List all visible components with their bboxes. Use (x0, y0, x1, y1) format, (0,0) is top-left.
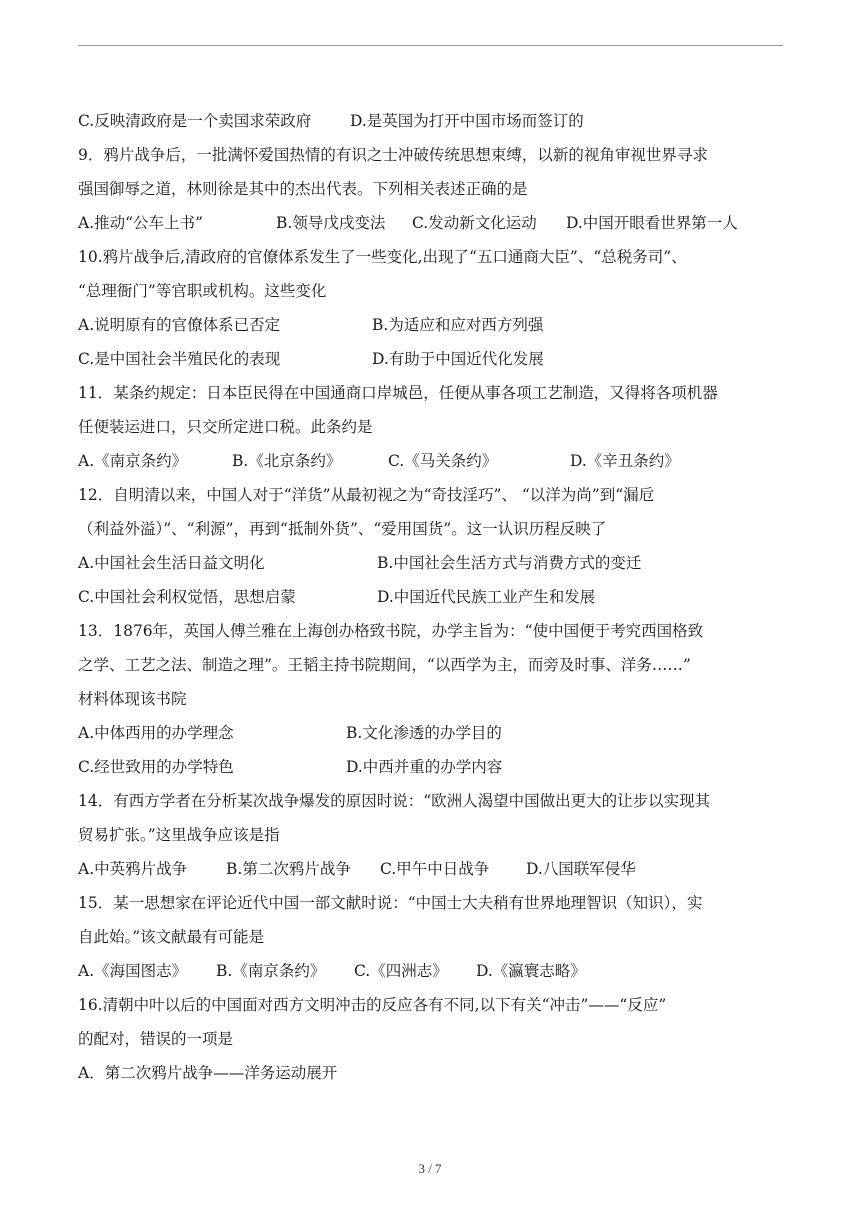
q10-stem-line2: “总理衙门”等官职或机构。这些变化 (78, 282, 327, 300)
q9-option-a: A.推动“公车上书” (78, 214, 203, 232)
q15-stem-line2: 自此始。”该文献最有可能是 (78, 928, 265, 946)
q10-option-c: C.是中国社会半殖民化的表现 (78, 350, 281, 368)
q12-stem-line1: 12．自明清以来，中国人对于“洋货”从最初视之为“奇技淫巧”、 “以洋为尚”到“漏卮 (78, 486, 655, 504)
q13-option-d: D.中西并重的办学内容 (346, 758, 503, 776)
q10-stem-line1: 10.鸦片战争后,清政府的官僚体系发生了一些变化,出现了“五口通商大臣”、“总税务司”、 (78, 248, 687, 266)
q10-option-b: B.为适应和应对西方列强 (372, 316, 544, 334)
q16-stem-line2: 的配对，错误的一项是 (78, 1030, 234, 1048)
q11-options (78, 448, 790, 482)
q9-stem-line1: 9．鸦片战争后，一批满怀爱国热情的有识之士冲破传统思想束缚，以新的视角审视世界寻求 (78, 146, 708, 164)
q13-option-a: A.中体西用的办学理念 (78, 724, 234, 742)
q14-option-c: C.甲午中日战争 (380, 860, 490, 878)
q14-option-b: B.第二次鸦片战争 (226, 860, 351, 878)
q16-stem-line1: 16.清朝中叶以后的中国面对西方文明冲击的反应各有不同,以下有关“冲击”——“反应” (78, 996, 667, 1014)
q12-option-c: C.中国社会利权觉悟，思想启蒙 (78, 588, 296, 606)
q14-stem-line1: 14．有西方学者在分析某次战争爆发的原因时说：“欧洲人渴望中国做出更大的让步以实现其 (78, 792, 711, 810)
q9-option-b: B.领导戊戌变法 (276, 214, 386, 232)
q11-option-c: C.《马关条约》 (388, 452, 498, 470)
q15-option-b: B.《南京条约》 (216, 962, 326, 980)
q10-option-a: A.说明原有的官僚体系已否定 (78, 316, 281, 334)
q15-option-c: C.《四洲志》 (354, 962, 448, 980)
q13-stem-line1: 13．1876年，英国人傅兰雅在上海创办格致书院，办学主旨为：“使中国便于考究西国格致 (78, 622, 704, 640)
q16-option-a: A．第二次鸦片战争——洋务运动展开 (78, 1064, 338, 1082)
q14-option-a: A.中英鸦片战争 (78, 860, 188, 878)
q12-option-a: A.中国社会生活日益文明化 (78, 554, 265, 572)
q11-stem-line1: 11．某条约规定：日本臣民得在中国通商口岸城邑，任便从事各项工艺制造，又得将各项机器 (78, 384, 718, 402)
q9-stem-line2: 强国御辱之道，林则徐是其中的杰出代表。下列相关表述正确的是 (78, 180, 528, 198)
q8-option-c: C.反映清政府是一个卖国求荣政府 (78, 112, 312, 130)
q13-stem-line2: 之学、工艺之法、制造之理”。王韬主持书院期间，“以西学为主，而旁及时事、洋务……” (78, 656, 691, 674)
q12-options-row1 (78, 550, 790, 584)
q15-stem-line1: 15．某一思想家在评论近代中国一部文献时说：“中国士大夫稍有世界地理智识（知识），实 (78, 894, 703, 912)
q14-options (78, 856, 790, 890)
q13-option-b: B.文化渗透的办学目的 (346, 724, 502, 742)
q11-option-a: A.《南京条约》 (78, 452, 188, 470)
q11-option-b: B.《北京条约》 (232, 452, 342, 470)
q11-option-d: D.《辛丑条约》 (570, 452, 680, 470)
q13-option-c: C.经世致用的办学特色 (78, 758, 234, 776)
page-number: 3 / 7 (418, 1161, 442, 1176)
q10-option-d: D.有助于中国近代化发展 (372, 350, 544, 368)
q10-options-row2 (78, 346, 790, 380)
q14-option-d: D.八国联军侵华 (526, 860, 636, 878)
q13-options-row2 (78, 754, 790, 788)
q12-option-d: D.中国近代民族工业产生和发展 (377, 588, 596, 606)
q12-option-b: B.中国社会生活方式与消费方式的变迁 (377, 554, 642, 572)
q15-option-a: A.《海国图志》 (78, 962, 188, 980)
document-body (78, 108, 790, 1094)
q15-option-d: D.《瀛寰志略》 (476, 962, 586, 980)
q12-options-row2 (78, 584, 790, 618)
q12-stem-line2: （利益外溢）”、“利源”，再到“抵制外货”、“爱用国货”。这一认识历程反映了 (78, 520, 607, 538)
q11-stem-line2: 任便装运进口，只交所定进口税。此条约是 (78, 418, 373, 436)
q9-option-d: D.中国开眼看世界第一人 (566, 214, 738, 232)
q13-options-row1 (78, 720, 790, 754)
q9-option-c: C.发动新文化运动 (412, 214, 537, 232)
q8-options-row2 (78, 108, 790, 142)
header-rule (78, 45, 783, 46)
q14-stem-line2: 贸易扩张。”这里战争应该是指 (78, 826, 280, 844)
q13-stem-line3: 材料体现该书院 (78, 690, 187, 708)
q9-options (78, 210, 790, 244)
q8-option-d: D.是英国为打开中国市场而签订的 (350, 112, 584, 130)
q15-options (78, 958, 790, 992)
q10-options-row1 (78, 312, 790, 346)
